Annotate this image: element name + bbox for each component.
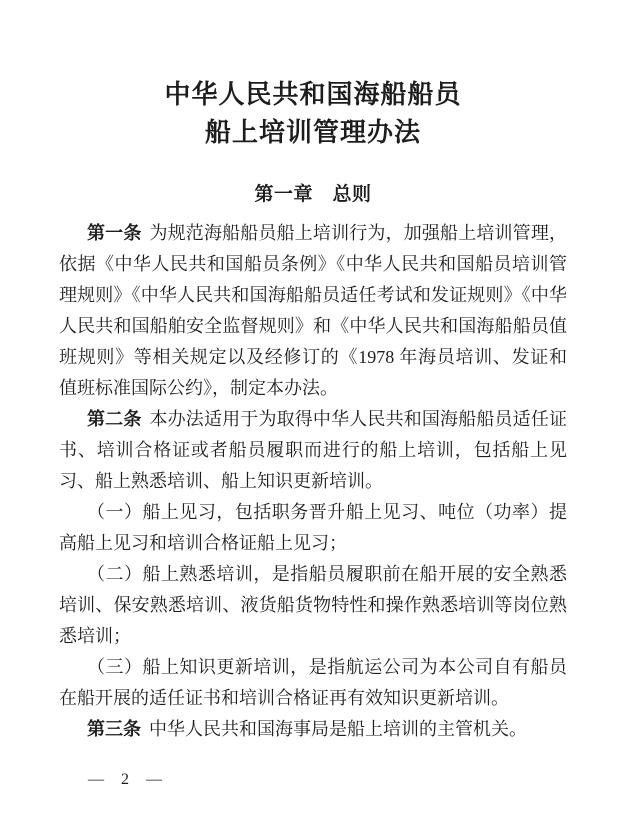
page-number: 2	[121, 771, 129, 788]
document-title-line-2: 船上培训管理办法	[204, 118, 421, 147]
paragraph	[59, 218, 567, 404]
page-number-dash-right: —	[146, 771, 162, 788]
page-footer	[88, 771, 162, 789]
document-title	[59, 76, 567, 152]
article-number: 第三条	[87, 719, 141, 739]
paragraph	[59, 404, 567, 497]
article-number: 第一条	[87, 223, 142, 243]
paragraph-text: 中华人民共和国海事局是船上培训的主管机关。	[149, 719, 527, 739]
paragraph	[59, 497, 567, 559]
page-number-dash-left: —	[88, 771, 104, 788]
chapter-heading: 第一章 总则	[254, 184, 372, 205]
paragraph-text: （一）船上见习，包括职务晋升船上见习、吨位（功率）提高船上见习和培训合格证船上见习；	[59, 502, 567, 553]
paragraph	[59, 559, 567, 652]
paragraph	[59, 714, 567, 745]
paragraph-text: 为规范海船船员船上培训行为，加强船上培训管理，依据《中华人民共和国船员条例》《中华人民共和国船员培训管理规则》《中华人民共和国海船船员适任考试和发证规则》《中华人民共和国船舶安全监督规则》和《中华人民共和国海船船员值班规则》等相关规定以及经修订的《1978 年海员培训、发证和值班标准国际公约》，制定本办法。	[59, 223, 568, 398]
paragraph	[59, 652, 567, 714]
document-title-line-1: 中华人民共和国海船船员	[164, 80, 462, 109]
article-number: 第二条	[87, 409, 142, 429]
paragraph-text: （三）船上知识更新培训，是指航运公司为本公司自有船员在船开展的适任证书和培训合格证再有效知识更新培训。	[59, 657, 567, 708]
paragraph-text: 本办法适用于为取得中华人民共和国海船船员适任证书、培训合格证或者船员履职而进行的船上培训，包括船上见习、船上熟悉培训、船上知识更新培训。	[59, 409, 568, 491]
document-body	[59, 218, 567, 745]
paragraph-text: （二）船上熟悉培训，是指船员履职前在船开展的安全熟悉培训、保安熟悉培训、液货船货物特性和操作熟悉培训等岗位熟悉培训；	[59, 564, 567, 646]
